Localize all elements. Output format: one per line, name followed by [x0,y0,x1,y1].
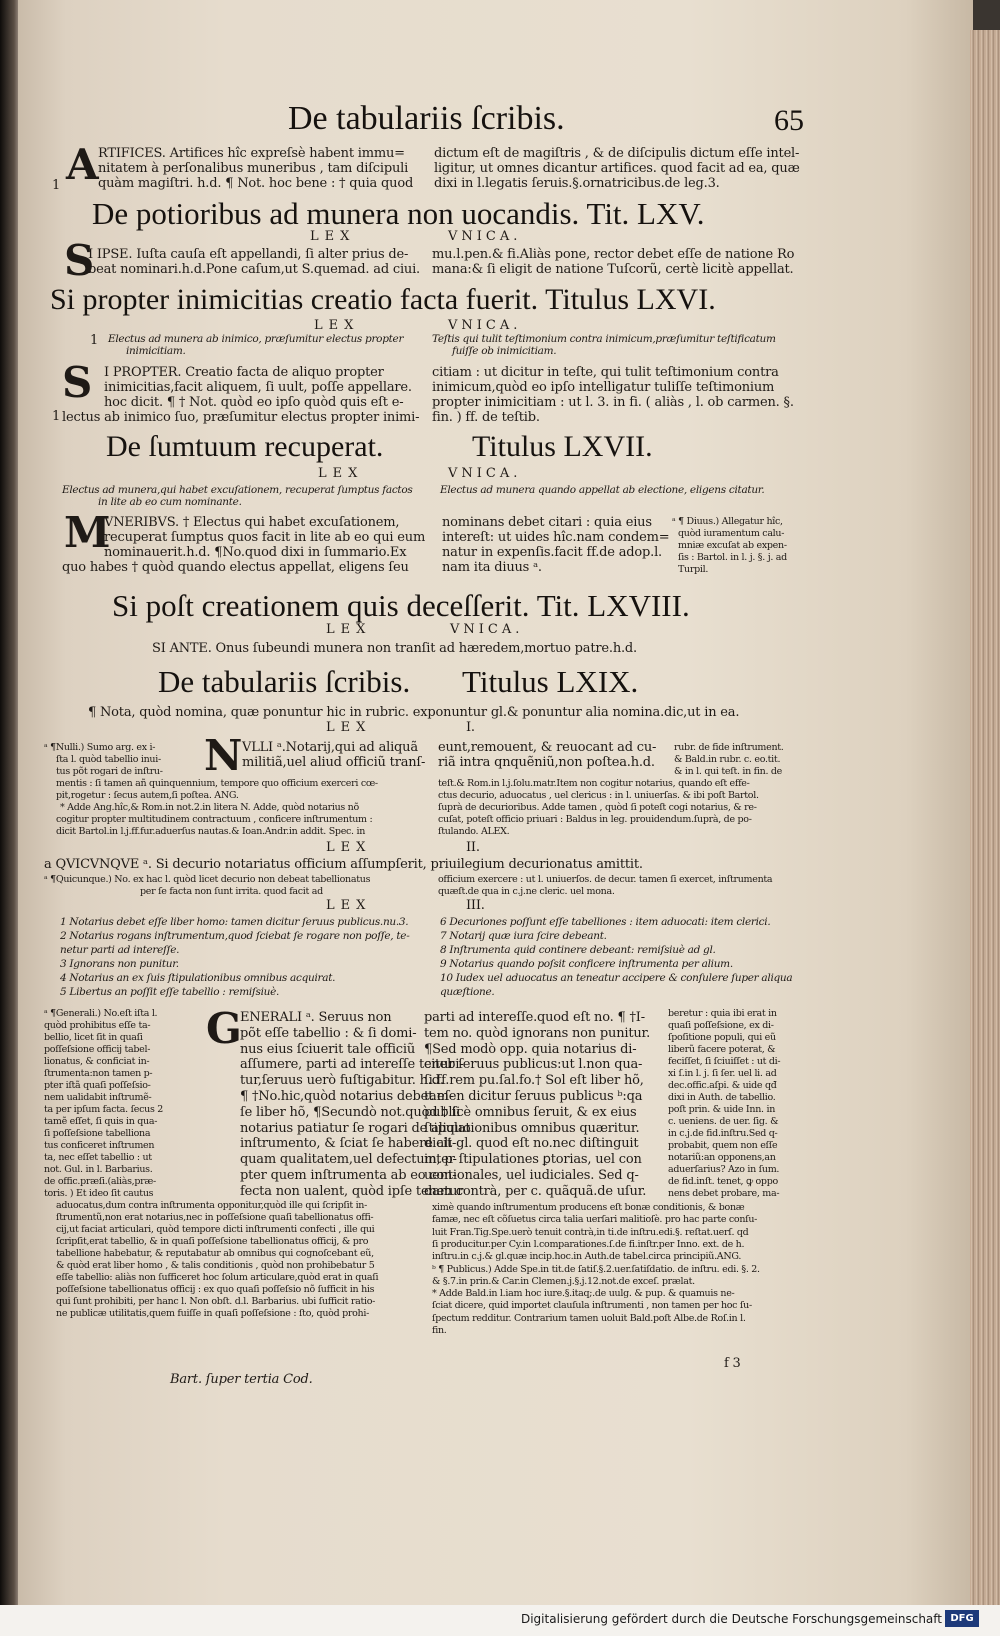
generali-note-line-15: de offic.præſi.(aliàs,præ- [44,1176,156,1187]
right-note-line-10: c. ueniens. de uer. ſig. & [668,1116,779,1127]
generali-text-line-7: ſe liber hõ, ¶Secundò not.quòd † ſi [240,1104,461,1120]
lxvi-left-2: inimicitias,facit aliquem, ſi uult, poſſe appellare. [104,380,412,395]
generali-note-line-2: quòd prohibitus eſſe ta- [44,1020,151,1031]
nulli-right-4: teſt.& Rom.in l.j.ſolu.matr.Item non cogitur notarius, quando eſt effe- [438,778,750,789]
unica-lxvi: VNICA. [448,318,522,333]
dropcap-a: A [66,140,99,189]
right-bottom-line-3: luit Fran.Tig.Spe.uerò tenuit contrà,in ti.de inſtru.edi.§. reſtat.uerſ. qd [432,1226,749,1238]
artifices-line-3: quàm magiſtri. h.d. ¶ Not. hoc bene : † quia quod [98,176,414,191]
running-title: De tabulariis ſcribis. [288,100,565,137]
lxvi-summary-right-2: fuiſſe ob inimicitiam. [452,345,557,357]
lxvi-right-3: propter inimicitiam : ut l. 3. in fi. ( aliàs , l. ob carmen. §. [432,395,794,410]
nulli-right-1: rubr. de fide inſtrument. [674,742,784,753]
quicunque-right-1: officium exercere : ut l. uniuerſos. de decur. tamen ſi exercet, inſtrumenta [438,874,773,885]
nulli-left-1: VLLI ᵃ.Notarij,qui ad aliquã [242,740,418,755]
right-note-line-16: nens debet probare, ma- [668,1188,780,1199]
page-number: 65 [774,104,804,137]
generali-note-wide-line-5: tabellione habebatur, & reputabatur ab omnibus qui cognoſcebant eũ, [56,1248,374,1259]
right-bottom-line-11: fin. [432,1325,447,1336]
lxvii-summary-1b: in lite ab eo cum nominante. [98,496,242,508]
lxvii-note-3: mniæ excuſat ab expen- [678,540,787,551]
nulli-note-4: mentis : ſi tamen añ quinquennium, tempore quo officium exerceri cœ- [56,778,378,789]
dropcap-m: M [64,508,111,557]
nulli-left-2: militiã,uel aliud officiũ tranſ- [242,755,426,770]
lex-lxix-3: LEX [326,898,372,913]
generali-note-line-9: ta per ipſum facta. ſecus 2 [44,1104,163,1115]
title-lxvii-left: De ſumtuum recuperat. [106,430,384,463]
nulli-mid-1: eunt,remouent, & reuocant ad cu- [438,740,657,755]
lxviii-text: SI ANTE. Onus ſubeundi munera non tranſit ad hæredem,mortuo patre.h.d. [152,641,637,656]
right-note-line-4: liberũ facere poterat, & [668,1044,776,1055]
generali-text-line-3: nus eius ſciuerit tale officiũ [240,1041,415,1057]
generali-note-line-14: not. Gul. in l. Barbarius. [44,1164,153,1175]
page-stack-edge [970,30,1000,1605]
lxix-sum-left-2: 2 Notarius rogans inſtrumentum,quod ſciebat ſe rogare non poſſe, te- [60,930,410,942]
nulli-note-3: tus põt rogari de inſtru- [56,766,163,777]
middle-text-line-12: dam contrà, per c. quãquã.de uſur. [424,1183,647,1199]
generali-note-wide-line-2: ſtrumentũ,non erat notarius,nec in poſſeſsione quaſi tabellionatus offi- [56,1212,374,1223]
dropcap-s-lxvi: S [62,358,93,407]
nulli-right-2: & Bald.in rubr. c. eo.tit. [674,754,781,765]
lxix-nota: ¶ Nota, quòd nomina, quæ ponuntur hic in rubric. exponuntur gl.& ponuntur alia nomina.dic,ut in ea. [88,705,740,720]
margin-number: 1 [90,333,99,348]
lex-lxix-1-num: I. [466,720,475,735]
generali-note-line-1: ᵃ ¶Generali.) No.eſt iſta l. [44,1008,158,1019]
nulli-note-8: dicit Bartol.in l.j.ff.fur.aduerſus nautas.& Ioan.Andr.in addit. Spec. in [56,826,366,837]
generali-text-line-6: ¶ †No.hic,quòd notarius debet eſ- [240,1089,454,1104]
artifices-line-1: RTIFICES. Artifices hîc expreſsè habent immu= [98,146,405,161]
lex-lxvii: LEX [318,466,364,481]
generali-note-line-16: toris. ) Et ideo ſit cautus [44,1188,154,1199]
digitization-credit: Digitalisierung gefördert durch die Deutsche Forschungsgemeinschaft [520,1612,942,1626]
right-bottom-line-2: famæ, nec eſt cõſuetus circa talia uerſari malitioſè. pro hac parte conſu- [432,1214,758,1226]
generali-note-line-3: bellio, licet ſit in quaſi [44,1032,143,1043]
generali-note-wide-line-1: aduocatus,dum contra inſtrumenta opponitur,quòd ille qui ſcripſit in- [56,1200,368,1211]
nulli-note-1: ᵃ ¶Nulli.) Sumo arg. ex i- [44,742,156,753]
middle-text-line-1: parti ad intereſſe.quod eſt no. ¶ †I- [424,1010,645,1025]
lxvii-mid-3: natur in expenſis.facit ff.de adop.l. [442,545,662,560]
title-lxviii: Si poſt creationem quis deceſſerit. Tit. LXVIII. [112,588,690,623]
generali-text-line-4: aſſumere, parti ad intereſſe tenebi- [240,1057,464,1073]
lxvii-mid-4: nam ita diuus ᵃ. [442,560,542,575]
lxvii-left-3: nominauerit.h.d. ¶No.quod dixi in ſummario.Ex [104,545,407,560]
generali-text-line-8: notarius patiatur ſe rogari de aliquo [240,1120,471,1136]
catchword: Bart. ſuper tertia Cod. [170,1372,313,1387]
generali-note-wide-line-7: eſſe tabellio: aliàs non ſufficeret hoc ſolum articulare,quòd erat in quaſi [56,1272,379,1283]
unica-lxv: VNICA. [448,229,522,244]
generali-text-line-11: pter quem inſtrumenta ab eo con- [240,1168,457,1183]
lxvii-note-5: Turpil. [678,564,709,575]
right-note-line-2: quaſi poſſeſsione, ex di- [668,1020,774,1031]
signature-mark: f 3 [724,1356,741,1371]
right-bottom-line-5: inſtru.in c.j.& gl.quæ incip.hoc.in Auth.de tabel.circa principiũ.ANG. [432,1251,742,1263]
right-note-line-3: ſpoſitione populi, qui eũ [668,1032,776,1043]
lxv-right-1: mu.l.pen.& fi.Aliàs pone, rector debet eſſe de natione Ro [432,247,795,262]
lxvi-summary-left-2: inimicitiam. [126,345,186,357]
right-note-line-11: in c.j.de fid.inſtru.Sed q- [668,1128,778,1139]
right-note-line-7: dec.offic.aſpi. & uide qđ [668,1080,777,1091]
lxix-sum-right-3: 8 Inſtrumenta quid continere debeant: remiſsiuè ad gl. [440,944,716,956]
margin-number: 1 [52,409,61,424]
lxv-left-2: beat nominari.h.d.Pone caſum,ut S.quemad. ad ciui. [88,262,420,277]
right-note-line-12: probabit, quem non eſſe [668,1140,778,1151]
nulli-right-6: ſuprà de decurioribus. Adde tamen , quòd ſi poteſt cogi notarius, & re- [438,802,757,813]
lxvii-note-2: quòd iuramentum calu- [678,528,785,539]
title-lxvii-right: Titulus LXVII. [472,430,653,463]
generali-note-line-12: tus conficeret inſtrumen [44,1140,155,1151]
quicunque-note-1: ᵃ ¶Quicunque.) No. ex hac l. quòd licet decurio non debeat tabellionatus [44,874,371,885]
lex-lxix-3-num: III. [466,898,485,913]
generali-note-line-7: pter iſtã quaſi poſſeſsio- [44,1080,151,1091]
middle-text-line-4: citur ſeruus publicus:ut l.non qua- [424,1057,643,1073]
generali-note-wide-line-3: cij,ut faciat articulari, quòd tempore dicti inſtrumenti confecti , ille qui [56,1224,375,1235]
right-note-line-8: dixi in Auth. de tabellio. [668,1092,776,1103]
middle-text-line-9: dicit gl. quod eſt no.nec diſtinguit [424,1136,639,1152]
lex-lxv: LEX [310,229,356,244]
dfg-logo: DFG [945,1610,979,1627]
lxvi-summary-right-1: Teſtis qui tulit teſtimonium contra inimicum,præſumitur teſtificatum [432,333,776,345]
nulli-right-5: ctus decurio, aduocatus , uel clericus : in l. uniuerſas. & ibi poſt Bartol. [438,790,759,801]
lex-lxviii: LEX [326,622,372,637]
nulli-right-7: cuſat, poteſt officio priuari : Baldus in leg. prouidendum.ſuprà, de po- [438,814,752,825]
lxvii-summary-2: Electus ad munera quando appellat ab electione, eligens citatur. [440,484,765,496]
artifices-right-1: dictum eſt de magiſtris , & de diſcipulis dictum eſſe intel- [434,146,800,161]
generali-note-wide-line-4: ſcripſit,erat tabellio, & in quaſi poſſeſsione tabellionatus officij, & pro [56,1236,369,1247]
generali-text-line-1: ENERALI ᵃ. Seruus non [240,1010,392,1025]
generali-text-line-9: inſtrumento, & ſciat ſe habere ali- [240,1136,457,1152]
lxix-sum-right-1: 6 Decuriones poſſunt eſſe tabelliones : item aduocati: item clerici. [440,916,771,928]
generali-text-line-5: tur,ſeruus uerò fuſtigabitur. h.d. [240,1073,444,1089]
nulli-note-6: * Adde Ang.hîc,& Rom.in not.2.in litera N. Adde, quòd notarius nõ [60,802,359,813]
lxix-sum-left-4: 3 Ignorans non punitur. [60,958,179,970]
right-bottom-line-8: * Adde Bald.in l.iam hoc iure.§.itaq;.de uulg. & pup. & quamuis ne- [432,1288,735,1300]
lxix-sum-right-6: quæſtione. [440,986,495,998]
middle-text-line-2: tem no. quòd ignorans non punitur. [424,1025,651,1041]
lxvii-left-4: quo habes † quòd quando electus appellat, eligens ſeu [62,560,409,575]
lxv-left-1: I IPSE. Iuſta cauſa eſt appellandi, ſi alter prius de- [88,247,409,262]
dropcap-n: N [204,731,243,780]
right-bottom-line-7: & §.7.in prin.& Car.in Clemen.j.§.j.12.not.de exceſ. prælat. [432,1275,695,1287]
title-lxix-right: Titulus LXIX. [462,664,639,699]
lex-lxvi: LEX [314,318,360,333]
lxix-sum-left-3: netur parti ad intereſſe. [60,944,180,956]
right-bottom-line-9: ſciat dicere, quid importet clauſula inſtrumenti , non tamen per hoc ſu- [432,1300,752,1312]
lxvii-left-2: recuperat ſumptus quos facit in lite ab eo qui eum [104,530,426,545]
lxix-sum-right-4: 9 Notarius quando poſsit conficere inſtrumenta per alium. [440,958,733,970]
lxix-sum-right-2: 7 Notarij quæ iura ſcire debeant. [440,930,607,942]
lxvii-mid-2: intereſt: ut uides hîc.nam condem= [442,530,670,545]
lex-lxix-2-num: II. [466,840,480,855]
lex-lxix-2: LEX [326,840,372,855]
quicunque-line: a QVICVNQVE ᵃ. Si decurio notariatus officium aſſumpſerit, priuilegium decurionatus amittit. [44,857,643,872]
middle-text-line-8: ſtipulationibus omnibus quæritur. [424,1120,640,1136]
lxvii-note-1: ᵃ ¶ Diuus.) Allegatur hîc, [672,516,783,527]
dropcap-g: G [206,1004,242,1053]
generali-note-wide-line-6: & quòd erat liber homo , & talis conditionis , quòd non prohibebatur 5 [56,1260,375,1271]
nulli-note-7: cogitur propter multitudinem contractuum , conficere inſtrumentum : [56,814,373,825]
lxv-right-2: mana:& ſi eligit de natione Tuſcorũ, certè licitè appellat. [432,262,794,277]
lxvi-right-2: inimicum,quòd eo ipſo intelligatur tuliſſe teſtimonium [432,380,775,395]
generali-text-line-12: fecta non ualent, quòd ipſe tenetur [240,1183,464,1199]
nulli-right-3: & in l. qui teſt. in fin. de [674,766,782,777]
unica-lxvii: VNICA. [448,466,522,481]
title-lxvi: Si propter inimicitias creatio facta fuerit. Titulus LXVI. [50,283,716,316]
right-bottom-line-6: ᵇ ¶ Publicus.) Adde Spe.in tit.de ſatiſ.§.2.uer.ſatiſdatio. de inſtru. edi. §. 2. [432,1263,760,1275]
lxvi-left-3: hoc dicit. ¶ † Not. quòd eo ipſo quòd quis eſt e- [104,395,404,410]
right-note-line-13: notariũ:an opponens,an [668,1152,776,1163]
lex-lxix-1: LEX [326,720,372,735]
binding-edge [0,0,20,1636]
title-lxix-left: De tabulariis ſcribis. [158,664,411,699]
generali-text-line-2: põt eſſe tabellio : & ſi domi- [240,1025,417,1041]
right-note-line-5: feciſſet, ſi ſciuiſſet : ut di- [668,1056,781,1067]
middle-text-line-6: tamen dicitur ſeruus publicus ᵇ:qa [424,1089,643,1104]
nulli-right-8: ſtulando. ALEX. [438,826,510,837]
generali-note-line-5: lionatus, & conficiat in- [44,1056,150,1067]
middle-text-line-10: inter ſtipulationes ꝑtorias, uel con [424,1152,642,1168]
generali-note-line-6: ſtrumenta:non tamen p- [44,1068,153,1079]
generali-note-line-11: ſi poſſeſsione tabelliona [44,1128,151,1139]
nulli-note-5: pit,rogetur : ſecus autem,ſi poſtea. ANG. [56,790,239,801]
right-note-line-1: beretur : quia ibi erat in [668,1008,777,1019]
right-bottom-line-4: ſi producitur.per Cy.in l.comparationes.ſ.de fi.inſtr.per Inno. ext. de h. [432,1238,745,1250]
lxix-sum-right-5: 10 Iudex uel aduocatus an teneatur accipere & conſulere ſuper aliqua [440,972,793,984]
middle-text-line-7: publicè omnibus ſeruit, & ex eius [424,1104,637,1120]
title-lxv: De potioribus ad munera non uocandis. Tit. LXV. [92,196,705,231]
lxvi-summary-left-1: Electus ad munera ab inimico, præſumitur electus propter [108,333,404,345]
artifices-right-3: dixi in l.legatis ſeruis.§.ornatricibus.de leg.3. [434,176,720,191]
middle-text-line-11: uentionales, uel iudiciales. Sed q- [424,1168,639,1183]
generali-note-wide-line-9: qui ſunt prohibiti, per hanc l. Non obſt. d.l. Barbarius. ubi ſufficit ratio- [56,1296,376,1307]
lxvi-right-1: citiam : ut dicitur in teſte, qui tulit teſtimonium contra [432,365,779,380]
nulli-mid-2: riã intra qnquẽniũ,non poſtea.h.d. [438,755,655,770]
artifices-line-2: nitatem à perſonalibus muneribus , tam diſcipuli [98,161,409,176]
lxix-sum-left-5: 4 Notarius an ex ſuis ſtipulationibus omnibus acquirat. [60,972,336,984]
lxvii-note-4: ſis : Bartol. in l. j. §. j. ad [678,552,787,563]
right-note-line-9: poſt prin. & uide Inn. in [668,1104,776,1115]
lxvi-left-1: I PROPTER. Creatio facta de aliquo propter [104,365,384,380]
right-note-line-15: de fid.inſt. tenet, ꝙ oppo [668,1176,778,1187]
lxix-sum-left-6: 5 Libertus an poſſit eſſe tabellio : remiſsiuè. [60,986,280,998]
lxvi-right-4: fin. ) ff. de teſtib. [432,410,540,425]
lxix-sum-left-1: 1 Notarius debet eſſe liber homo: tamen dicitur ſeruus publicus.nu.3. [60,916,409,928]
generali-text-line-10: quam qualitatem,uel defectum, p- [240,1152,457,1168]
generali-note-line-13: ta, nec eſſet tabellio : ut [44,1152,152,1163]
margin-number: 1 [52,178,61,193]
lxvii-mid-1: nominans debet citari : quia eius [442,515,652,530]
right-note-line-14: aduerſarius? Azo in ſum. [668,1164,780,1175]
right-note-line-6: xi ſ.in l. j. ſi ſer. uel li. ad [668,1068,777,1079]
right-bottom-line-10: ſpectum redditur. Contrarium tamen uoluit Bald.poſt Albe.de Roſ.in l. [432,1312,746,1324]
quicunque-right-2: quæſt.de qua in c.j.ne cleric. uel mona. [438,886,615,897]
middle-text-line-5: ſi.ff.rem pu.ſal.fo.† Sol eſt liber hõ, [424,1073,644,1089]
generali-note-wide-line-8: poſſeſsione tabellionatus officij : ex quo quaſi poſſeſsio nõ ſufficit in his [56,1284,375,1295]
dropcap-s-lxv: S [64,236,95,285]
artifices-right-2: ligitur, ut omnes dicantur artifices. quod facit ad ea, quæ [434,161,800,176]
generali-note-line-10: tamẽ eſſet, ſi quis in qua- [44,1116,158,1127]
unica-lxviii: VNICA. [450,622,524,637]
lxvii-left-1: VNERIBVS. † Electus qui habet excuſationem, [104,515,400,530]
lxvii-summary-1a: Electus ad munera,qui habet excuſationem, recuperat ſumptus factos [62,484,413,496]
generali-note-line-4: poſſeſsione officij tabel- [44,1044,151,1055]
generali-note-wide-line-10: ne publicæ utilitatis,quem fuiſſe in quaſi poſſeſsione : ſto, quòd prohi- [56,1308,369,1319]
right-bottom-line-1: ximè quando inſtrumentum producens eſt bonæ conditionis, & bonæ [432,1202,745,1213]
quicunque-note-2: per ſe facta non ſunt irrita. quod facit ad [140,886,323,897]
lxvi-left-4: lectus ab inimico ſuo, præſumitur electus propter inimi- [62,410,420,425]
nulli-note-2: ſta l. quòd tabellio inui- [56,754,161,765]
generali-note-line-8: nem ualidabit inſtrumẽ- [44,1092,152,1103]
middle-text-line-3: ¶Sed modò opp. quia notarius di- [424,1041,637,1057]
